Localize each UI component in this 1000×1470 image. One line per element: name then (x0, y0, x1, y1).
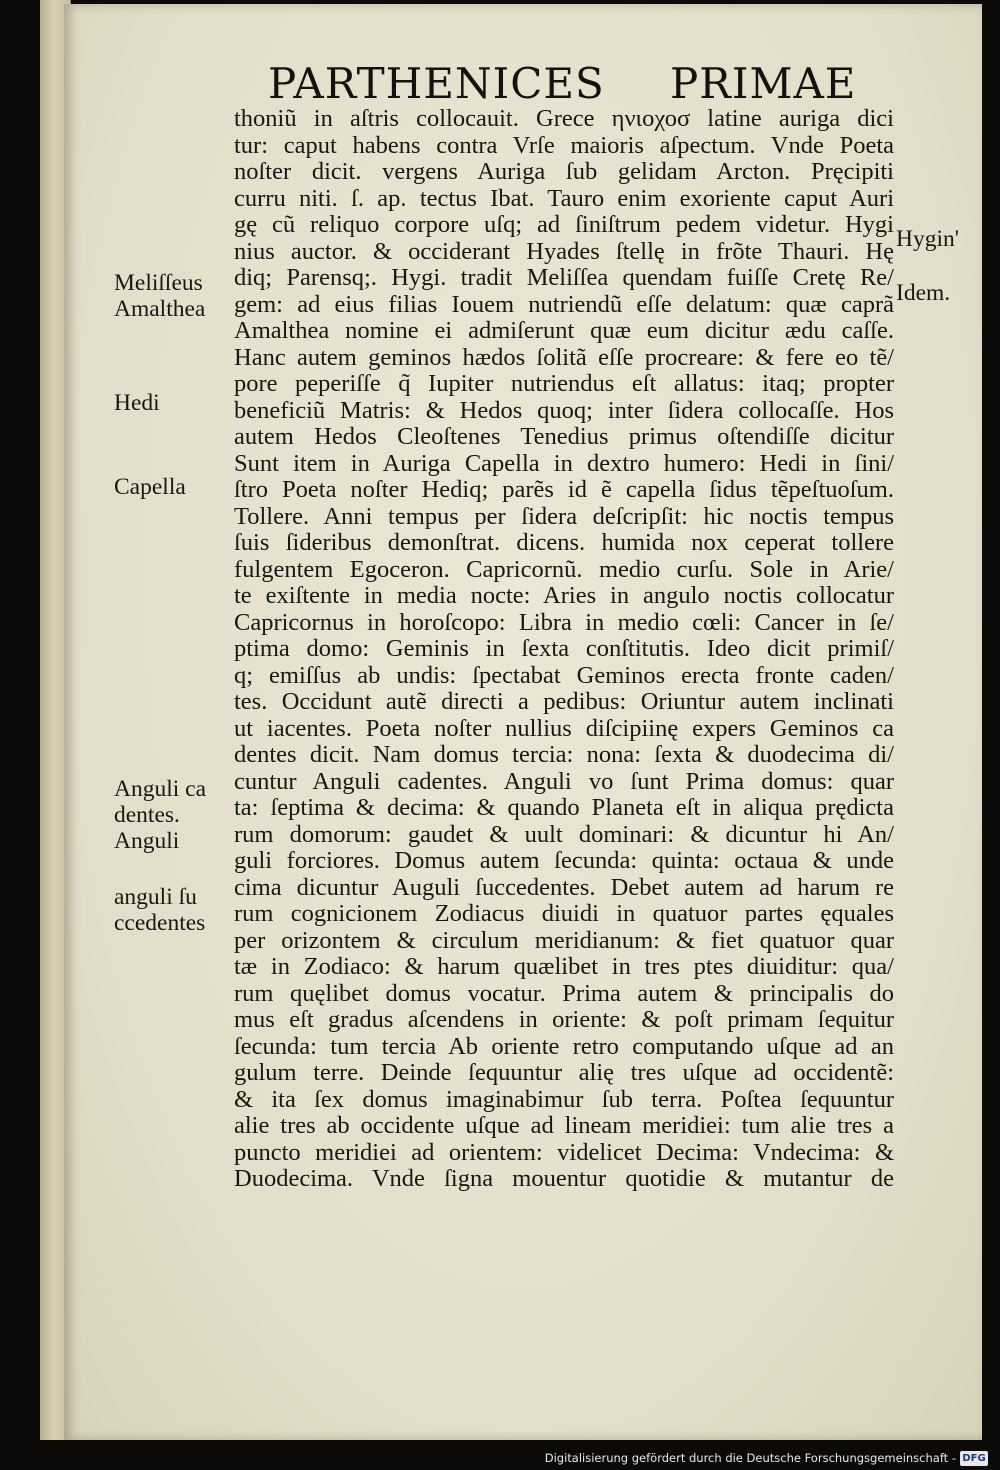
margin-note-hedi: Hedi (114, 390, 160, 416)
text-line: puncto meridiei ad orientem: videlicet Decima: Vndecima: & (234, 1139, 894, 1166)
margin-note-melisseus: Meliſſeus (114, 270, 203, 296)
text-line: autem Hedos Cleoſtenes Tenedius primus oſtendiſſe dicitur (234, 424, 894, 450)
text-line: thoniũ in aſtris collocauit. Grece ηνιοχοσ latine auriga dici (234, 106, 894, 132)
text-line: q; emiſſus ab undis: ſpectabat Geminos erecta fronte caden/ (234, 662, 894, 689)
text-line: beneficiũ Matris: & Hedos quoq; inter ſidera collocaſſe. Hos (234, 397, 894, 424)
text-line: rum domorum: gaudet & uult dominari: & dicuntur hi An/ (234, 821, 894, 848)
text-line: ta: ſeptima & decima: & quando Planeta eſt in aliqua prędicta (234, 795, 894, 821)
margin-note-amalthea: Amalthea (114, 296, 206, 322)
margin-note-anguli-cadentes-cont: dentes. (114, 802, 180, 828)
margin-note-anguli: Anguli (114, 828, 180, 854)
text-line: dentes dicit. Nam domus tercia: nona: ſexta & duodecima di/ (234, 742, 894, 768)
footer-bar (0, 1448, 1000, 1470)
text-line: Tollere. Anni tempus per ſidera deſcripſit: hic noctis tempus (234, 503, 894, 530)
text-line: rum quęlibet domus vocatur. Prima autem & principalis do (234, 980, 894, 1007)
text-line: Duodecima. Vnde ſigna mouentur quotidie & mutantur de (234, 1166, 894, 1192)
text-line: curru niti. ſ. ap. tectus Ibat. Tauro enim exoriente caput Auri (234, 185, 894, 212)
running-head-left: PARTHENICES (268, 59, 605, 108)
text-line: fulgentem Egoceron. Capricornũ. medio curſu. Sole in Arie/ (234, 556, 894, 583)
margin-note-anguli-succedentes-cont: ccedentes (114, 910, 206, 936)
text-line: diq; Parensq;. Hygi. tradit Meliſſea quendam fuiſſe Cretę Re/ (234, 265, 894, 291)
text-line: cima dicuntur Auguli ſuccedentes. Debet autem ad harum re (234, 874, 894, 901)
text-line: Hanc autem geminos hædos ſolitã eſſe procreare: & fere eo tẽ/ (234, 344, 894, 371)
text-line: ut iacentes. Poeta noſter nullius diſcipiinę expers Geminos ca (234, 715, 894, 742)
text-line: Capricornus in horoſcopo: Libra in medio cœli: Cancer in ſe/ (234, 609, 894, 636)
text-line: gulum terre. Deinde ſequuntur alię tres uſque ad occidentẽ: (234, 1060, 894, 1086)
margin-note-idem: Idem. (896, 280, 951, 306)
text-line: ptima domo: Geminis in ſexta conſtitutis. Ideo dicit primiſ/ (234, 636, 894, 662)
text-line: guli forciores. Domus autem ſecunda: quinta: octaua & unde (234, 848, 894, 874)
running-head (0, 60, 1000, 108)
text-line: noſter dicit. vergens Auriga ſub gelidam Arcton. Pręcipiti (234, 159, 894, 185)
text-line: Sunt item in Auriga Capella in dextro humero: Hedi in ſini/ (234, 450, 894, 477)
text-line: tæ in Zodiaco: & harum quælibet in tres ptes diuiditur: qua/ (234, 954, 894, 980)
text-line: Amalthea nomine ei admiſerunt quæ eum dicitur ædu caſſe. (234, 318, 894, 344)
margin-note-hygin: Hygin' (896, 226, 959, 252)
text-line: ſecunda: tum tercia Ab oriente retro computando uſque ad an (234, 1033, 894, 1060)
text-line: gę cũ reliquo corpore uſq; ad ſiniſtrum pedem videtur. Hygi (234, 212, 894, 238)
text-line: tes. Occidunt autẽ directi a pedibus: Oriuntur autem inclinati (234, 689, 894, 715)
dfg-logo-icon: DFG (960, 1451, 988, 1466)
text-line: alie tres ab occidente uſque ad lineam meridiei: tum alie tres a (234, 1113, 894, 1139)
text-line: tur: caput habens contra Vrſe maioris aſpectum. Vnde Poeta (234, 132, 894, 159)
text-line: pore peperiſſe q̃ Iupiter nutriendus eſt allatus: itaq; propter (234, 371, 894, 397)
text-line: nius auctor. & occiderant Hyades ſtellę in frõte Thauri. Hę (234, 238, 894, 265)
margin-note-anguli-cadentes: Anguli ca (114, 776, 207, 802)
text-line: te exiſtente in media nocte: Aries in angulo noctis collocatur (234, 583, 894, 609)
text-line: ſuis ſideribus demonſtrat. dicens. humida nox ceperat tollere (234, 530, 894, 556)
main-text-block (234, 106, 894, 1193)
text-line: ſtro Poeta noſter Hediq; parẽs id ẽ capella ſidus tẽpeſtuoſum. (234, 477, 894, 503)
margin-note-anguli-succedentes: anguli ſu (114, 884, 197, 910)
running-head-right: PRIMAE (670, 59, 857, 108)
text-line: per orizontem & circulum meridianum: & fiet quatuor quar (234, 927, 894, 954)
text-line: cuntur Anguli cadentes. Anguli vo ſunt Prima domus: quar (234, 768, 894, 795)
margin-note-capella: Capella (114, 474, 186, 500)
text-line: gem: ad eius filias Iouem nutriendũ eſſe delatum: quæ caprã (234, 291, 894, 318)
funding-credit: Digitalisierung gefördert durch die Deutsche Forschungsgemeinschaft - (544, 1451, 956, 1465)
text-line: mus eſt gradus aſcendens in oriente: & poſt primam ſequitur (234, 1007, 894, 1033)
text-line: rum cognicionem Zodiacus diuidi in quatuor partes ęquales (234, 901, 894, 927)
text-line: & ita ſex domus imaginabimur ſub terra. Poſtea ſequuntur (234, 1086, 894, 1113)
